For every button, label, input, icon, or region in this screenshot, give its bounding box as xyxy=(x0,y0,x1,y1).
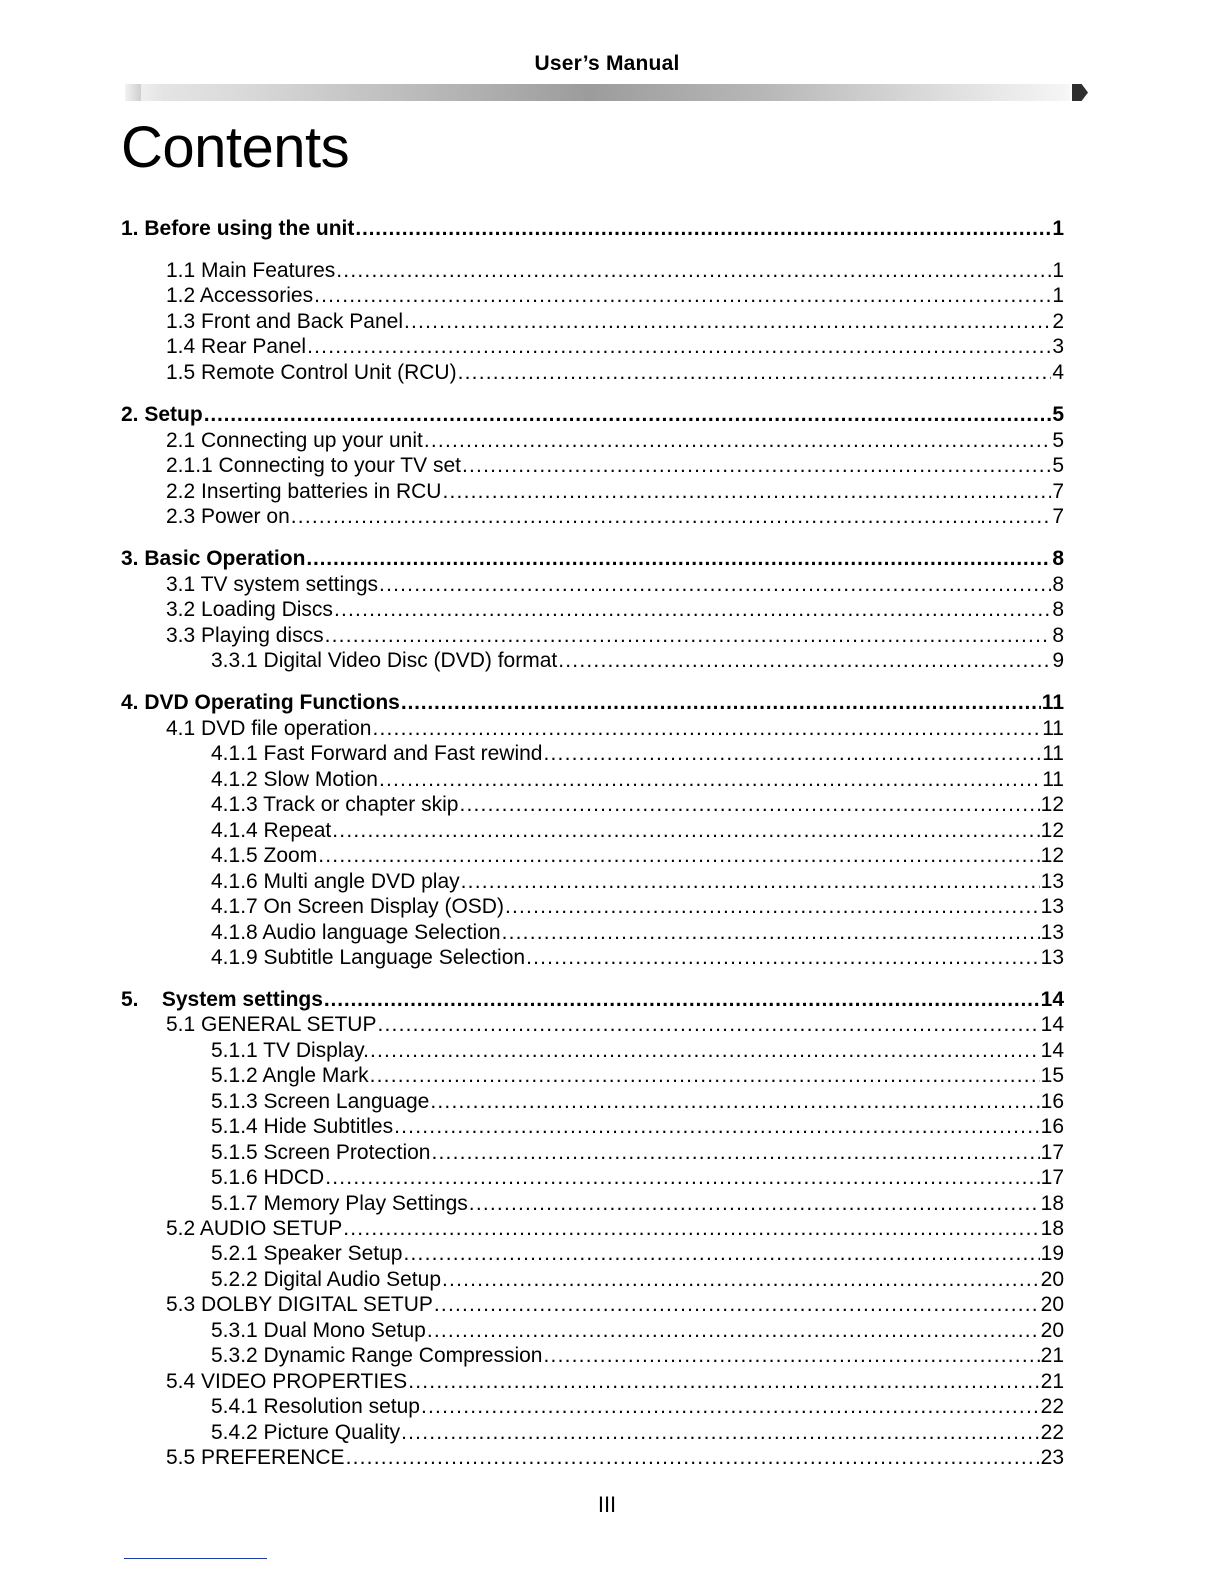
toc-entry-page: 4 xyxy=(1052,361,1064,384)
toc-leader-dots xyxy=(544,1344,1040,1368)
toc-leader-dots xyxy=(324,988,1040,1012)
toc-entry-page: 19 xyxy=(1040,1242,1064,1265)
toc-entry-label: 3.3 Playing discs xyxy=(166,624,324,647)
toc-leader-dots xyxy=(462,454,1051,478)
toc-leader-dots xyxy=(325,1166,1039,1190)
toc-entry-label: 2. Setup xyxy=(121,403,203,426)
toc-entry-label: 3.1 TV system settings xyxy=(166,573,379,596)
toc-entry-page: 13 xyxy=(1040,946,1064,969)
toc-entry-label: 1.5 Remote Control Unit (RCU) xyxy=(166,361,457,384)
page-title: Contents xyxy=(121,115,350,180)
toc-leader-dots xyxy=(314,284,1051,308)
toc-leader-dots xyxy=(424,429,1051,453)
toc-entry-page: 11 xyxy=(1042,742,1064,765)
toc-leader-dots xyxy=(377,1013,1039,1037)
toc-leader-dots xyxy=(427,1319,1040,1343)
toc-leader-dots xyxy=(346,1446,1040,1470)
toc-entry[interactable] xyxy=(166,1013,1064,1037)
footer-line xyxy=(124,1558,267,1559)
toc-entry-label: 5.2.1 Speaker Setup xyxy=(211,1242,403,1265)
toc-entry-label: 3.2 Loading Discs xyxy=(166,598,333,621)
toc-entry[interactable] xyxy=(211,768,1064,792)
toc-entry-page: 12 xyxy=(1040,793,1064,816)
toc-entry-page: 20 xyxy=(1040,1319,1064,1342)
toc-entry-label: 1.2 Accessories xyxy=(166,284,314,307)
toc-entry-page: 12 xyxy=(1040,844,1064,867)
toc-entry-page: 14 xyxy=(1040,1039,1064,1062)
toc-entry[interactable] xyxy=(166,1370,1064,1394)
toc-entry-label: 5.3 DOLBY DIGITAL SETUP xyxy=(166,1293,433,1316)
toc-leader-dots xyxy=(458,361,1052,385)
toc-leader-dots xyxy=(318,844,1039,868)
toc-leader-dots xyxy=(502,921,1040,945)
toc-entry[interactable] xyxy=(211,1064,1064,1088)
toc-entry[interactable] xyxy=(166,624,1064,648)
toc-entry-label: 5.1.3 Screen Language xyxy=(211,1090,430,1113)
toc-entry-label: 2.1 Connecting up your unit xyxy=(166,429,423,452)
toc-entry[interactable] xyxy=(211,793,1064,817)
toc-leader-dots xyxy=(401,691,1041,715)
toc-leader-dots xyxy=(325,624,1052,648)
toc-entry-page: 1 xyxy=(1052,217,1064,240)
toc-leader-dots xyxy=(431,1141,1039,1165)
toc-entry-page: 8 xyxy=(1052,547,1064,570)
toc-leader-dots xyxy=(459,793,1039,817)
toc-leader-dots xyxy=(461,870,1040,894)
toc-entry-page: 18 xyxy=(1040,1192,1064,1215)
toc-entry[interactable] xyxy=(166,598,1064,622)
toc-entry-label: 2.2 Inserting batteries in RCU xyxy=(166,480,442,503)
toc-leader-dots xyxy=(543,742,1041,766)
toc-entry-page: 7 xyxy=(1052,505,1064,528)
page-number: III xyxy=(597,1492,617,1517)
toc-entry[interactable] xyxy=(166,1217,1064,1241)
toc-entry-label: 5.1.5 Screen Protection xyxy=(211,1141,431,1164)
toc-entry-page: 3 xyxy=(1052,335,1064,358)
toc-entry-page: 16 xyxy=(1040,1115,1064,1138)
toc-entry-label: 4.1.5 Zoom xyxy=(211,844,318,867)
toc-entry-page: 7 xyxy=(1052,480,1064,503)
toc-entry-page: 5 xyxy=(1052,403,1064,426)
toc-entry-label: 4.1.4 Repeat xyxy=(211,819,332,842)
toc-entry-page: 11 xyxy=(1042,717,1064,740)
toc-entry-label: 4.1.7 On Screen Display (OSD) xyxy=(211,895,504,918)
toc-entry-page: 23 xyxy=(1040,1446,1064,1469)
toc-entry-label: 5.1.7 Memory Play Settings xyxy=(211,1192,468,1215)
toc-entry-label: 1.4 Rear Panel xyxy=(166,335,307,358)
toc-entry[interactable] xyxy=(166,1293,1064,1317)
toc-entry-page: 14 xyxy=(1040,988,1064,1011)
toc-entry-page: 20 xyxy=(1040,1293,1064,1316)
toc-entry[interactable] xyxy=(166,480,1064,504)
toc-entry-page: 21 xyxy=(1040,1370,1064,1393)
toc-leader-dots xyxy=(370,1064,1040,1088)
toc-entry[interactable] xyxy=(166,573,1064,597)
toc-leader-dots xyxy=(434,1293,1040,1317)
toc-leader-dots xyxy=(343,1217,1039,1241)
toc-entry-page: 5 xyxy=(1052,429,1064,452)
toc-entry[interactable] xyxy=(211,1039,1064,1063)
toc-entry-page: 8 xyxy=(1052,598,1064,621)
toc-entry-label: 4.1.8 Audio language Selection xyxy=(211,921,501,944)
toc-entry[interactable] xyxy=(166,310,1064,334)
toc-entry[interactable] xyxy=(211,870,1064,894)
toc-entry-page: 21 xyxy=(1040,1344,1064,1367)
toc-entry-label: 1.1 Main Features xyxy=(166,259,336,282)
toc-entry[interactable] xyxy=(211,1395,1064,1419)
toc-leader-dots xyxy=(336,259,1051,283)
toc-entry-label: 5.1.2 Angle Mark xyxy=(211,1064,369,1087)
toc-leader-dots xyxy=(306,547,1051,571)
toc-section-entry[interactable] xyxy=(121,547,1064,571)
toc-entry[interactable] xyxy=(211,1192,1064,1216)
toc-entry-page: 1 xyxy=(1052,259,1064,282)
toc-entry-label: 5.1 GENERAL SETUP xyxy=(166,1013,377,1036)
toc-entry-label: 4.1.2 Slow Motion xyxy=(211,768,378,791)
toc-entry[interactable] xyxy=(166,505,1064,529)
toc-leader-dots xyxy=(408,1370,1039,1394)
toc-leader-dots xyxy=(291,505,1052,529)
toc-entry-page: 1 xyxy=(1052,284,1064,307)
toc-leader-dots xyxy=(421,1395,1040,1419)
toc-leader-dots xyxy=(442,1268,1040,1292)
toc-leader-dots xyxy=(401,1421,1040,1445)
toc-entry[interactable] xyxy=(166,284,1064,308)
toc-leader-dots xyxy=(355,217,1051,241)
toc-leader-dots xyxy=(430,1090,1039,1114)
toc-leader-dots xyxy=(469,1192,1040,1216)
toc-entry-page: 12 xyxy=(1040,819,1064,842)
toc-entry-page: 20 xyxy=(1040,1268,1064,1291)
toc-entry-label: 4.1.3 Track or chapter skip xyxy=(211,793,459,816)
toc-leader-dots xyxy=(526,946,1040,970)
toc-entry-page: 15 xyxy=(1040,1064,1064,1087)
toc-entry[interactable] xyxy=(166,429,1064,453)
toc-entry-label: 5.4.1 Resolution setup xyxy=(211,1395,420,1418)
toc-entry[interactable] xyxy=(166,335,1064,359)
toc-entry-label: 5.4 VIDEO PROPERTIES xyxy=(166,1370,408,1393)
toc-entry-page: 17 xyxy=(1040,1141,1064,1164)
toc-entry-page: 14 xyxy=(1040,1013,1064,1036)
toc-entry[interactable] xyxy=(166,717,1064,741)
toc-entry-page: 16 xyxy=(1040,1090,1064,1113)
toc-entry[interactable] xyxy=(211,1166,1064,1190)
toc-entry-label: 5.2 AUDIO SETUP xyxy=(166,1217,343,1240)
toc-entry[interactable] xyxy=(166,454,1064,478)
toc-entry[interactable] xyxy=(211,1344,1064,1368)
toc-entry[interactable] xyxy=(166,259,1064,283)
toc-entry[interactable] xyxy=(211,921,1064,945)
toc-section-entry[interactable] xyxy=(121,691,1064,715)
toc-entry-label: 3. Basic Operation xyxy=(121,547,306,570)
toc-entry-page: 17 xyxy=(1040,1166,1064,1189)
toc-leader-dots xyxy=(334,598,1051,622)
toc-entry-label: 4.1.1 Fast Forward and Fast rewind xyxy=(211,742,543,765)
toc-entry[interactable] xyxy=(211,649,1064,673)
toc-entry-page: 9 xyxy=(1052,649,1064,672)
toc-entry-page: 22 xyxy=(1040,1421,1064,1444)
toc-leader-dots xyxy=(379,573,1051,597)
toc-entry-label: 5.1.4 Hide Subtitles xyxy=(211,1115,394,1138)
toc-entry-label: 1. Before using the unit xyxy=(121,217,355,240)
toc-entry[interactable] xyxy=(166,1446,1064,1470)
toc-entry[interactable] xyxy=(211,1141,1064,1165)
toc-entry-page: 13 xyxy=(1040,870,1064,893)
header-title: User’s Manual xyxy=(534,52,680,75)
toc-entry-label: 3.3.1 Digital Video Disc (DVD) format xyxy=(211,649,558,672)
toc-entry-page: 8 xyxy=(1052,573,1064,596)
toc-entry-page: 8 xyxy=(1052,624,1064,647)
toc-entry-label: 5.4.2 Picture Quality xyxy=(211,1421,401,1444)
toc-entry-label: 4. DVD Operating Functions xyxy=(121,691,400,714)
toc-entry-page: 11 xyxy=(1042,768,1064,791)
toc-leader-dots xyxy=(370,1039,1040,1063)
toc-entry-label: 5.1.6 HDCD xyxy=(211,1166,325,1189)
toc-entry-page: 13 xyxy=(1040,895,1064,918)
toc-entry-page: 22 xyxy=(1040,1395,1064,1418)
toc-entry[interactable] xyxy=(211,1242,1064,1266)
toc-entry[interactable] xyxy=(211,1115,1064,1139)
toc-entry-page: 13 xyxy=(1040,921,1064,944)
toc-leader-dots xyxy=(505,895,1040,919)
toc-entry[interactable] xyxy=(211,1421,1064,1445)
toc-section-entry[interactable] xyxy=(121,988,1064,1012)
toc-entry[interactable] xyxy=(211,946,1064,970)
toc-entry[interactable] xyxy=(211,1268,1064,1292)
toc-entry-page: 2 xyxy=(1052,310,1064,333)
toc-entry-page: 11 xyxy=(1041,691,1064,714)
toc-section-entry[interactable] xyxy=(121,403,1064,427)
toc-entry-label: 5.1.1 TV Display. xyxy=(211,1039,369,1062)
toc-entry[interactable] xyxy=(211,895,1064,919)
toc-leader-dots xyxy=(307,335,1051,359)
toc-entry-label: 4.1.6 Multi angle DVD play xyxy=(211,870,460,893)
toc-entry[interactable] xyxy=(166,361,1064,385)
toc-leader-dots xyxy=(332,819,1039,843)
toc-entry[interactable] xyxy=(211,844,1064,868)
toc-entry-label: 2.3 Power on xyxy=(166,505,290,528)
toc-entry-label: 1.3 Front and Back Panel xyxy=(166,310,403,333)
toc-entry-label: 4.1.9 Subtitle Language Selection xyxy=(211,946,526,969)
toc-section-entry[interactable] xyxy=(121,217,1064,241)
toc-entry-page: 18 xyxy=(1040,1217,1064,1240)
toc-leader-dots xyxy=(379,768,1041,792)
toc-leader-dots xyxy=(394,1115,1040,1139)
toc-leader-dots xyxy=(558,649,1051,673)
toc-leader-dots xyxy=(403,1242,1039,1266)
toc-entry-page: 5 xyxy=(1052,454,1064,477)
toc-entry-label: 5.2.2 Digital Audio Setup xyxy=(211,1268,441,1291)
toc-leader-dots xyxy=(404,310,1051,334)
toc-entry-label: 2.1.1 Connecting to your TV set xyxy=(166,454,461,477)
toc-entry[interactable] xyxy=(211,1090,1064,1114)
toc-entry[interactable] xyxy=(211,742,1064,766)
toc-entry-label: 4.1 DVD file operation xyxy=(166,717,372,740)
toc-entry[interactable] xyxy=(211,819,1064,843)
toc-entry[interactable] xyxy=(211,1319,1064,1343)
toc-entry-label: 5.3.2 Dynamic Range Compression xyxy=(211,1344,543,1367)
toc-entry-label: 5.3.1 Dual Mono Setup xyxy=(211,1319,426,1342)
toc-leader-dots xyxy=(372,717,1041,741)
toc-leader-dots xyxy=(442,480,1051,504)
toc-entry-label: 5. System settings xyxy=(121,988,323,1011)
toc-leader-dots xyxy=(204,403,1052,427)
toc-entry-label: 5.5 PREFERENCE xyxy=(166,1446,345,1469)
